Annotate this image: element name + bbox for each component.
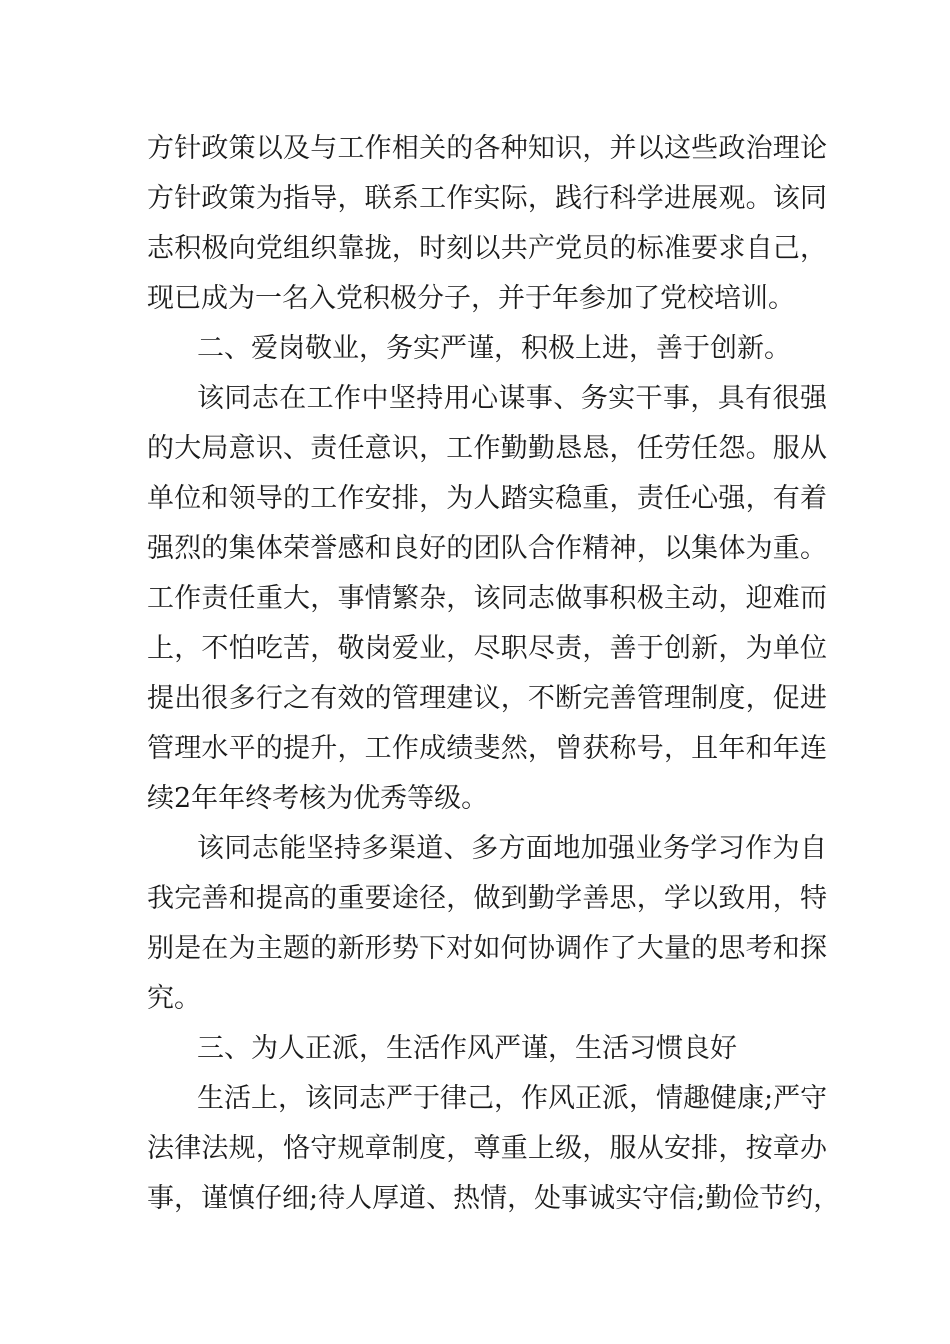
text-line: 志积极向党组织靠拢，时刻以共产党员的标准要求自己， xyxy=(147,233,827,264)
text-line: 方针政策为指导，联系工作实际，践行科学进展观。该同 xyxy=(147,183,827,214)
section-heading: 三、为人正派，生活作风严谨，生活习惯良好 xyxy=(197,1033,737,1064)
text-line: 强烈的集体荣誉感和良好的团队合作精神，以集体为重。 xyxy=(147,533,827,564)
text-line: 管理水平的提升，工作成绩斐然，曾获称号，且年和年连 xyxy=(147,733,827,764)
text-line: 续2年年终考核为优秀等级。 xyxy=(147,783,489,814)
text-line: 上，不怕吃苦，敬岗爱业，尽职尽责，善于创新，为单位 xyxy=(147,633,827,664)
text-line: 别是在为主题的新形势下对如何协调作了大量的思考和探 xyxy=(147,933,827,964)
text-line: 方针政策以及与工作相关的各种知识，并以这些政治理论 xyxy=(147,133,827,164)
text-line: 事，谨慎仔细;待人厚道、热情，处事诚实守信;勤俭节约， xyxy=(147,1183,841,1214)
text-line: 生活上，该同志严于律己，作风正派，情趣健康;严守 xyxy=(197,1083,828,1114)
text-line: 单位和领导的工作安排，为人踏实稳重，责任心强，有着 xyxy=(147,483,827,514)
text-line: 该同志在工作中坚持用心谋事、务实干事，具有很强 xyxy=(197,383,827,414)
text-line: 法律法规，恪守规章制度，尊重上级，服从安排，按章办 xyxy=(147,1133,827,1164)
text-line: 的大局意识、责任意识，工作勤勤恳恳，任劳任怨。服从 xyxy=(147,433,827,464)
text-line: 我完善和提高的重要途径，做到勤学善思，学以致用，特 xyxy=(147,883,827,914)
text-line: 工作责任重大，事情繁杂，该同志做事积极主动，迎难而 xyxy=(147,583,827,614)
section-heading: 二、爱岗敬业，务实严谨，积极上进，善于创新。 xyxy=(197,333,791,364)
text-line: 究。 xyxy=(147,983,201,1014)
text-line: 现已成为一名入党积极分子，并于年参加了党校培训。 xyxy=(147,283,795,314)
text-line: 提出很多行之有效的管理建议，不断完善管理制度，促进 xyxy=(147,683,827,714)
text-line: 该同志能坚持多渠道、多方面地加强业务学习作为自 xyxy=(197,833,827,864)
